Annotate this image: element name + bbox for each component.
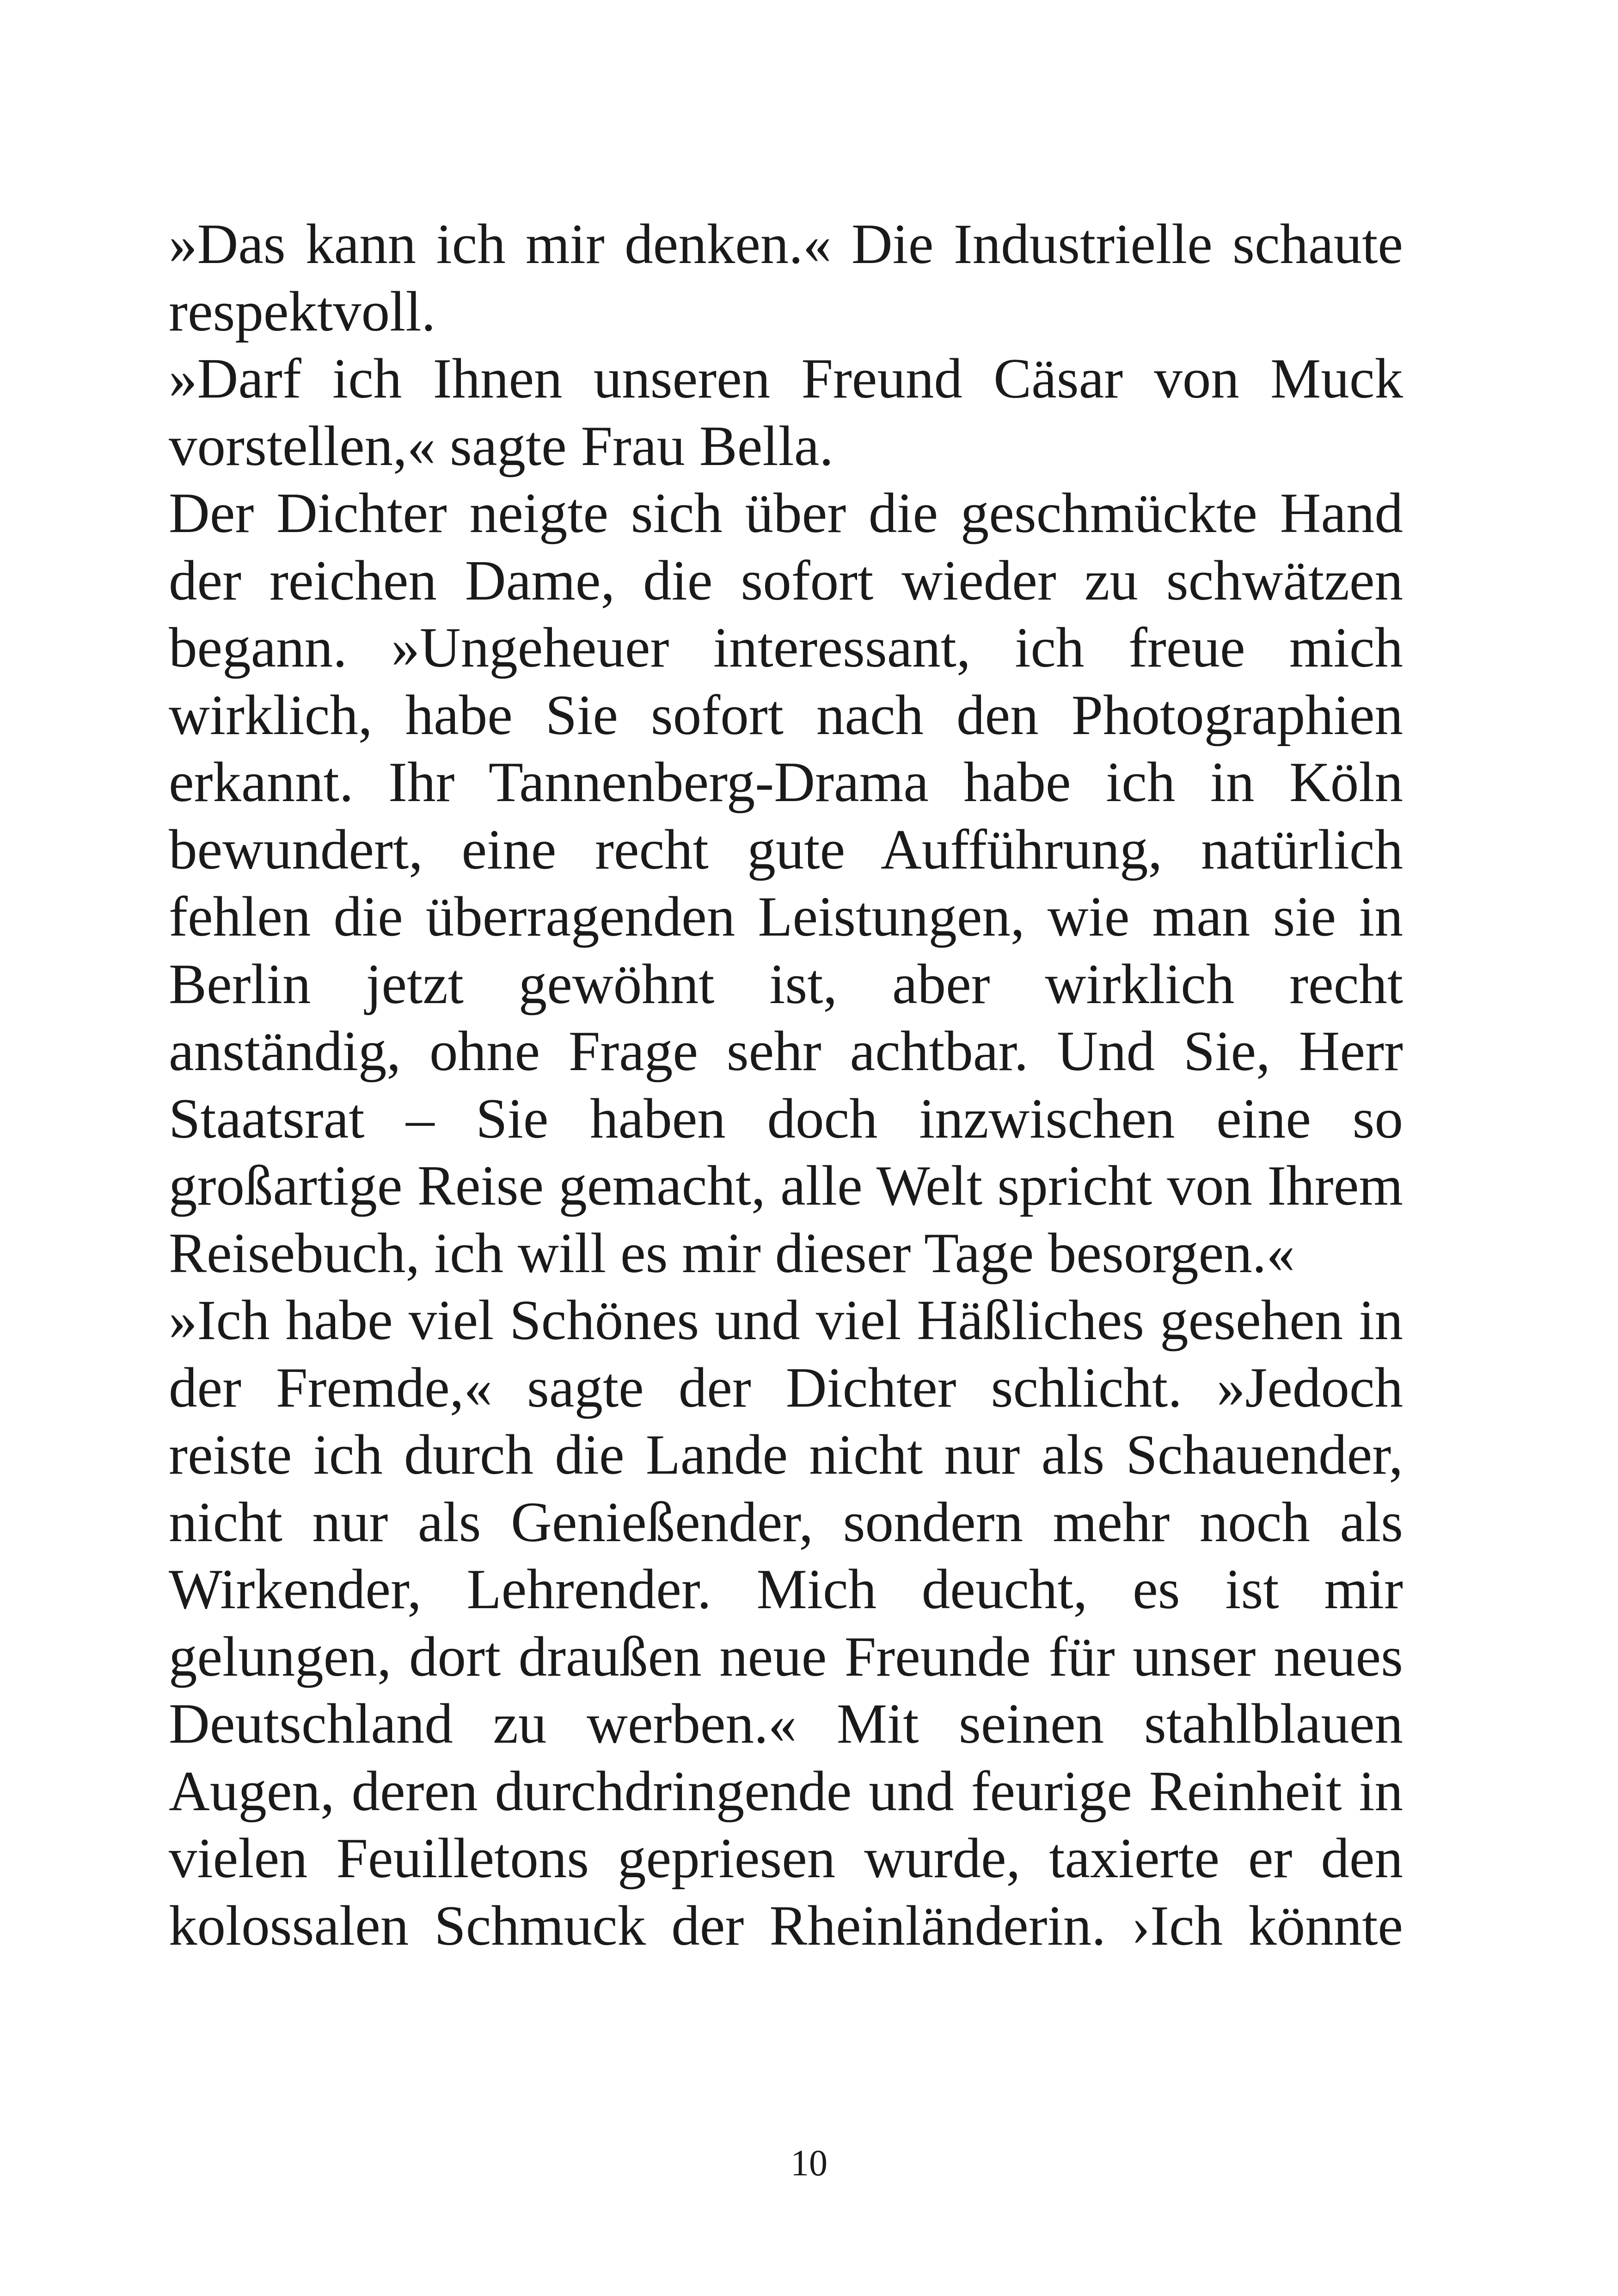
paragraph-4: »Ich habe viel Schönes und viel Häßliches gesehen in der Fremde,« sagte der Dichter schlicht. »Jedoch reiste ich durch die Lande nicht nur als Schauender, nicht nur als Genießender, sondern mehr noch als Wirkender, Lehrender. Mich deucht, es ist mir gelungen, dort draußen neue Freunde für unser neues Deutschland zu werben.« Mit seinen stahlblauen Augen, deren durchdringende und feurige Reinheit in vielen Feuilletons gepriesen wurde, taxierte er den kolossalen Schmuck der Rheinländerin. ›Ich könnte	[169, 1288, 1403, 1957]
paragraph-3: Der Dichter neigte sich über die geschmückte Hand der reichen Dame, die sofort wieder zu schwätzen begann. »Ungeheuer interessant, ich freue mich wirklich, habe Sie sofort nach den Photographien erkannt. Ihr Tannenberg-Drama habe ich in Köln bewundert, eine recht gute Aufführung, natürlich fehlen die überragenden Leistungen, wie man sie in Berlin jetzt gewöhnt ist, aber wirklich recht anständig, ohne Frage sehr achtbar. Und Sie, Herr Staatsrat – Sie haben doch inzwischen eine so großartige Reise gemacht, alle Welt spricht von Ihrem Reisebuch, ich will es mir dieser Tage besorgen.«	[169, 481, 1403, 1285]
body-text	[169, 210, 1403, 1959]
paragraph-1: »Das kann ich mir denken.« Die Industrielle schaute respektvoll.	[169, 212, 1403, 343]
paragraph-2: »Darf ich Ihnen unseren Freund Cäsar von Muck vorstellen,« sagte Frau Bella.	[169, 347, 1403, 478]
page-number: 10	[791, 2143, 827, 2184]
